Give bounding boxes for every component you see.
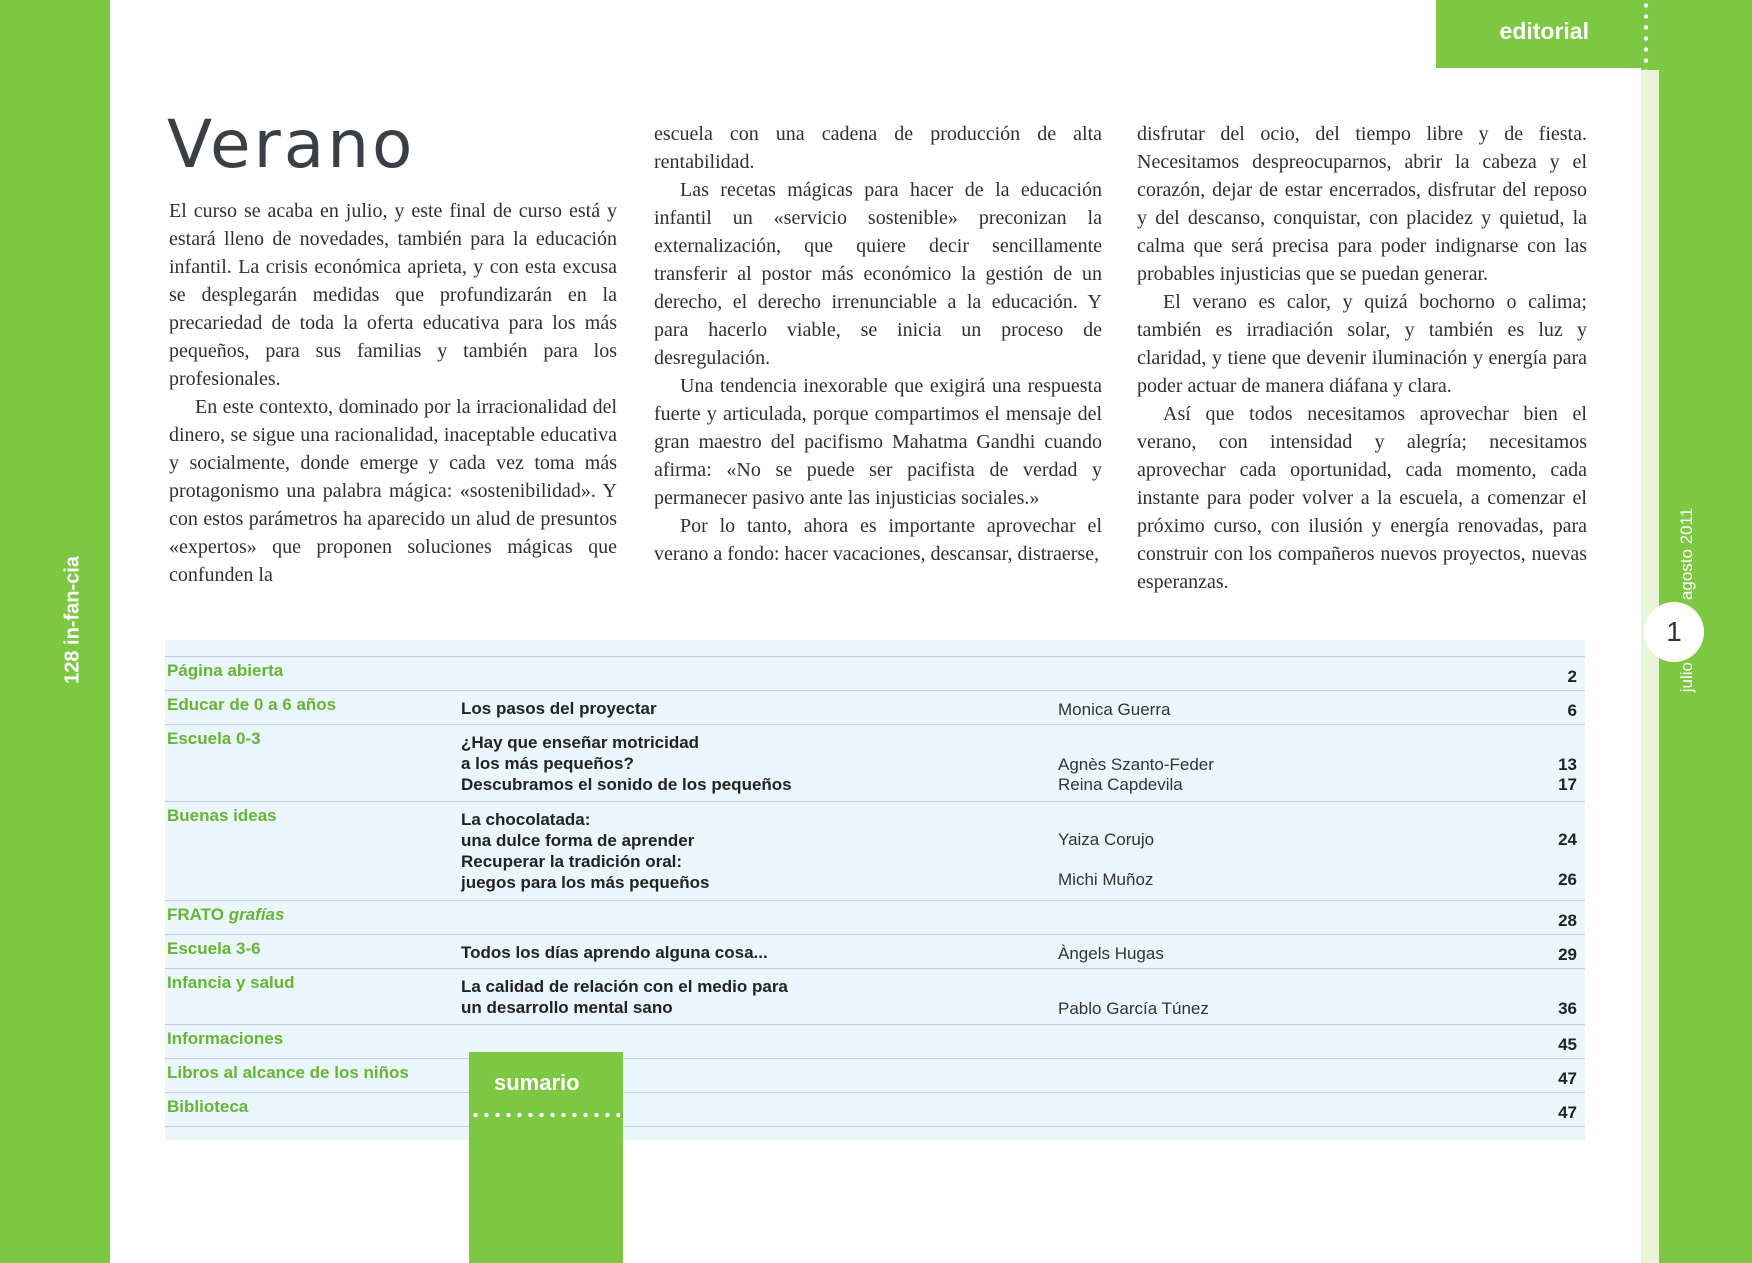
toc-page-number: 28: [1558, 911, 1577, 930]
toc-author: Pablo García Túnez: [1058, 999, 1209, 1018]
paragraph: Una tendencia inexorable que exigirá una respuesta fuerte y articulada, porque compartimos el mensaje del gran maestro del pacifismo Mahatma Gandhi cuando afirma: «No se puede ser pacifista de verdad y permanecer pasivo ante las injusticias sociales.»: [654, 375, 1102, 509]
toc-category: Educar de 0 a 6 años: [167, 695, 337, 714]
paragraph: En este contexto, dominado por la irracionalidad del dinero, se sigue una racionalidad, inaceptable educativa y socialmente, donde emerge y cada vez toma más protagonismo una palabra mágica: «sostenibilidad». Y con estos parámetros ha aparecido un alud de presuntos «expertos» que proponen soluciones mágicas que confunden la: [169, 396, 617, 586]
page-number: 1: [1644, 602, 1704, 662]
toc-row: [165, 1058, 1585, 1092]
toc-article-title: ¿Hay que enseñar motricidad a los más pequeños? Descubramos el sonido de los pequeños: [461, 733, 792, 794]
date-months: julio: [1677, 662, 1696, 693]
toc-row: [165, 656, 1585, 690]
toc-article-title: La calidad de relación con el medio para un desarrollo mental sano: [461, 977, 788, 1017]
toc-page-number: 26: [1558, 870, 1577, 889]
article-title: Verano: [167, 106, 416, 183]
article-column-2: [654, 120, 1102, 568]
toc-category: Escuela 3-6: [167, 939, 261, 958]
toc-category: Libros al alcance de los niños: [167, 1063, 409, 1082]
paragraph: disfrutar del ocio, del tiempo libre y de fiesta. Necesitamos despreocuparnos, abrir la cabeza y el corazón, dejar de estar encerrados, disfrutar del reposo y del descanso, conquistar, con placidez y quietud, la calma que será precisa para poder indignarse con las probables injusticias que se puedan generar.: [1137, 123, 1587, 285]
toc-author: Yaiza Corujo: [1058, 830, 1155, 849]
toc-category: Buenas ideas: [167, 806, 277, 825]
paragraph: Las recetas mágicas para hacer de la educación infantil un «servicio sostenible» preconizan la externalización, que quiere decir sencillamente transferir al postor más económico la gestión de un derecho, el derecho irrenunciable a la educación. Y para hacerlo viable, se inicia un proceso de desregulación.: [654, 179, 1102, 369]
toc-category: Biblioteca: [167, 1097, 249, 1116]
sumario-label: sumario: [494, 1070, 580, 1095]
toc-page-number: 45: [1558, 1035, 1577, 1054]
article-column-1: [169, 197, 617, 589]
paragraph: Por lo tanto, ahora es importante aprovechar el verano a fondo: hacer vacaciones, descansar, distraerse,: [654, 515, 1102, 565]
toc-author: Agnès Szanto-Feder: [1058, 755, 1214, 774]
paragraph: Así que todos necesitamos aprovechar bien el verano, con intensidad y alegría; necesitamos aprovechar cada oportunidad, cada momento, cada instante para poder volver a la escuela, a comenzar el próximo curso, con ilusión y energía renovadas, para construir con los compañeros nuevos proyectos, nuevas esperanzas.: [1137, 403, 1587, 593]
date-year: agosto 2011: [1677, 507, 1696, 601]
toc-page-number: 47: [1558, 1069, 1577, 1088]
toc-row: [165, 1092, 1585, 1127]
toc-category: Escuela 0-3: [167, 729, 261, 748]
toc-page-number: 13: [1558, 755, 1577, 774]
table-of-contents: [165, 656, 1585, 1127]
toc-author: Michi Muñoz: [1058, 870, 1154, 889]
issue-label: 128 in-fan-cia: [61, 556, 84, 684]
toc-category: Página abierta: [167, 661, 284, 680]
dotted-line-icon: [470, 1112, 620, 1118]
toc-row: [165, 724, 1585, 801]
toc-author: Àngels Hugas: [1058, 944, 1164, 963]
toc-author: Monica Guerra: [1058, 700, 1171, 719]
toc-row: [165, 900, 1585, 934]
toc-page-number: 6: [1567, 701, 1577, 720]
toc-category: Infancia y salud: [167, 973, 295, 992]
paragraph: escuela con una cadena de producción de alta rentabilidad.: [654, 123, 1102, 173]
toc-category: FRATO grafías: [167, 905, 285, 924]
issue-date: [1677, 508, 1697, 693]
toc-row: [165, 934, 1585, 968]
toc-article-title: Todos los días aprendo alguna cosa...: [461, 943, 768, 962]
toc-author: Reina Capdevila: [1058, 775, 1183, 794]
right-light-strip: [1641, 70, 1659, 1263]
toc-category: Informaciones: [167, 1029, 284, 1048]
toc-row: [165, 801, 1585, 900]
toc-article-title: La chocolatada: una dulce forma de aprender Recuperar la tradición oral: juegos para los más pequeños: [461, 810, 710, 892]
toc-page-number: 29: [1558, 945, 1577, 964]
toc-row: [165, 690, 1585, 724]
paragraph: El verano es calor, y quizá bochorno o calima; también es irradiación solar, y también es luz y claridad, y tiene que devenir iluminación y energía para poder actuar de manera diáfana y clara.: [1137, 291, 1587, 397]
article-column-3: [1137, 120, 1587, 596]
toc-row: [165, 1024, 1585, 1058]
toc-page-number: 36: [1558, 999, 1577, 1018]
toc-page-number: 2: [1567, 667, 1577, 686]
paragraph: El curso se acaba en julio, y este final de curso está y estará lleno de novedades, también para la educación infantil. La crisis económica aprieta, y con esta excusa se desplegarán medidas que profundizarán en la precariedad de toda la oferta educativa para los más pequeños, para sus familias y también para los profesionales.: [169, 200, 617, 390]
toc-article-title: Los pasos del proyectar: [461, 699, 657, 718]
toc-page-number: 47: [1558, 1103, 1577, 1122]
toc-page-number: 17: [1558, 775, 1577, 794]
toc-page-number: 24: [1558, 830, 1577, 849]
toc-row: [165, 968, 1585, 1024]
section-label: editorial: [1499, 18, 1589, 44]
left-green-band: [0, 0, 110, 1263]
